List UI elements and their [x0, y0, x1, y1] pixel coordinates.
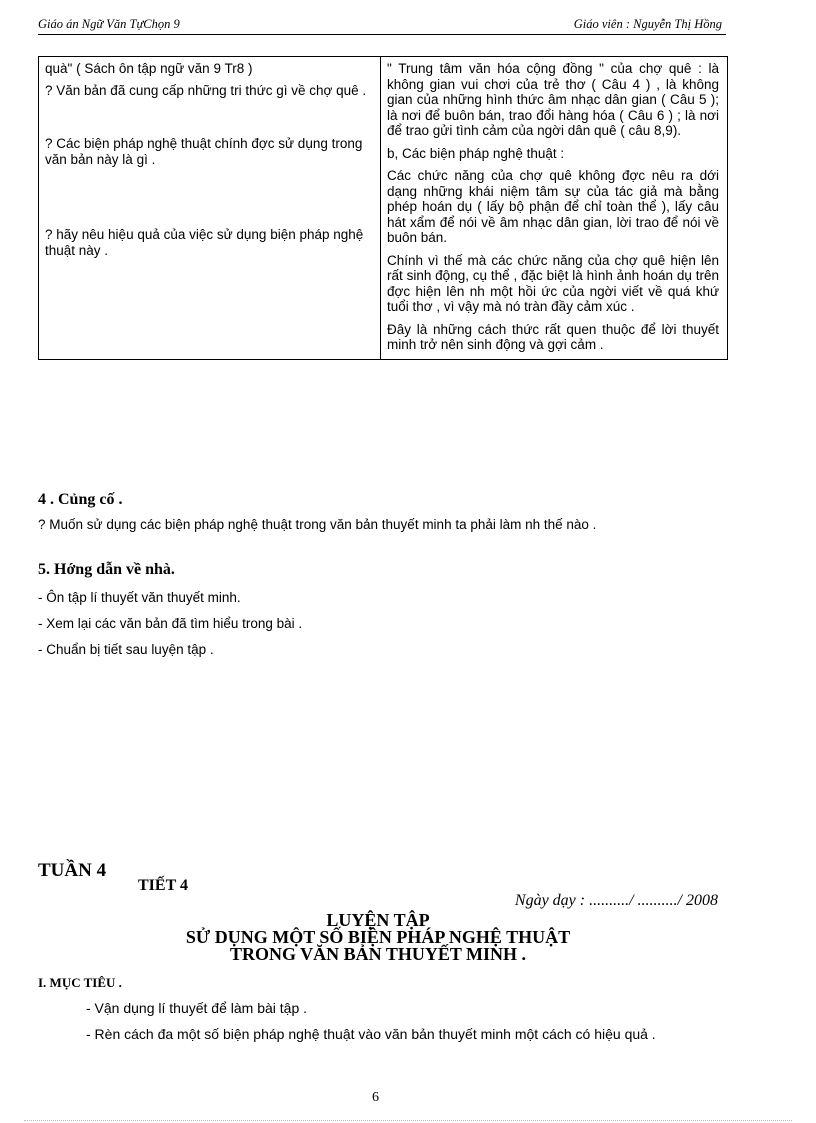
lesson-title	[40, 912, 716, 963]
page-bottom-rule	[24, 1120, 792, 1121]
lesson-title-line: SỬ DỤNG MỘT SỐ BIỆN PHÁP NGHỆ THUẬT	[185, 927, 571, 947]
objective-item: - Rèn cách đa một số biện pháp nghệ thuật vào văn bản thuyết minh một cách có hiệu quả .	[86, 1026, 656, 1042]
answer-text: Chính vì thế mà các chức năng của chợ quê hiện lên rất sinh động, cụ thể , đặc biệt là hình ảnh hoán dụ trên đợc hiện lên nh một hồi ức của ngời viết về quá khứ tuổi thơ , vì vậy mà nó tràn đầy cảm xúc .	[387, 252, 719, 314]
teaching-date: Ngày dạy : ........../ ........../ 2008	[514, 892, 718, 909]
question-text: ? Các biện pháp nghệ thuật chính đợc sử dụng trong văn bản này là gì .	[45, 136, 363, 167]
header-course: Giáo án Ngữ Văn TựChọn 9	[38, 17, 180, 31]
objective-item: - Vận dụng lí thuyết để làm bài tập .	[86, 1000, 308, 1016]
lesson-title-line: LUYỆN TẬP	[326, 910, 430, 930]
lesson-table	[38, 56, 728, 360]
lesson-title-line: TRONG VĂN BẢN THUYẾT MINH .	[229, 944, 527, 964]
cung-co-heading: 4 . Củng cố .	[38, 491, 123, 508]
answer-column	[381, 57, 728, 360]
objectives-heading: I. MỤC TIÊU .	[38, 975, 122, 990]
question-text: quà" ( Sách ôn tập ngữ văn 9 Tr8 )	[45, 61, 253, 76]
header-teacher: Giáo viên : Nguyễn Thị Hồng	[573, 17, 722, 31]
huong-dan-heading: 5. Hớng dẫn về nhà.	[38, 561, 175, 578]
period-label: TIẾT 4	[138, 877, 188, 894]
list-item: - Chuẩn bị tiết sau luyện tập .	[38, 642, 214, 657]
table-row	[39, 57, 728, 360]
page-number: 6	[372, 1090, 379, 1105]
week-label: TUẦN 4	[38, 860, 107, 881]
header-rule	[38, 34, 726, 35]
page-header	[38, 17, 726, 33]
answer-text: Các chức năng của chợ quê không đợc nêu ra dới dạng những khái niệm tâm sự của tác giả mà bằng phép hoán dụ ( lấy bộ phận để chỉ toàn thể ), lấy câu hát xẩm để nói về âm nhạc dân gian, lời trao để nói về buôn bán.	[387, 168, 719, 245]
answer-text: Đây là những cách thức rất quen thuộc để lời thuyết minh trở nên sinh động và gợi cảm .	[387, 321, 719, 352]
answer-text: b, Các biện pháp nghệ thuật :	[387, 145, 565, 161]
question-column	[39, 57, 381, 360]
question-text: ? hãy nêu hiệu quả của việc sử dụng biện pháp nghệ thuật này .	[45, 227, 364, 258]
cung-co-text: ? Muốn sử dụng các biện pháp nghệ thuật trong văn bản thuyết minh ta phải làm nh thế nào .	[38, 517, 597, 532]
list-item: - Ôn tập lí thuyết văn thuyết minh.	[38, 590, 241, 605]
answer-text: " Trung tâm văn hóa cộng đồng " của chợ quê : là không gian vui chơi của trẻ thơ ( Câu 4 ) , là không gian của những hình thức âm nhạc dân gian ( Câu 5 ); là nơi để buôn bán, trao đổi hàng hóa ( Câu 6 ) ; là nơi để trao gửi tình cảm của ngời dân quê ( câu 8,9).	[387, 61, 719, 138]
question-text: ? Văn bản đã cung cấp những tri thức gì về chợ quê .	[45, 82, 367, 98]
list-item: - Xem lại các văn bản đã tìm hiểu trong bài .	[38, 616, 303, 631]
